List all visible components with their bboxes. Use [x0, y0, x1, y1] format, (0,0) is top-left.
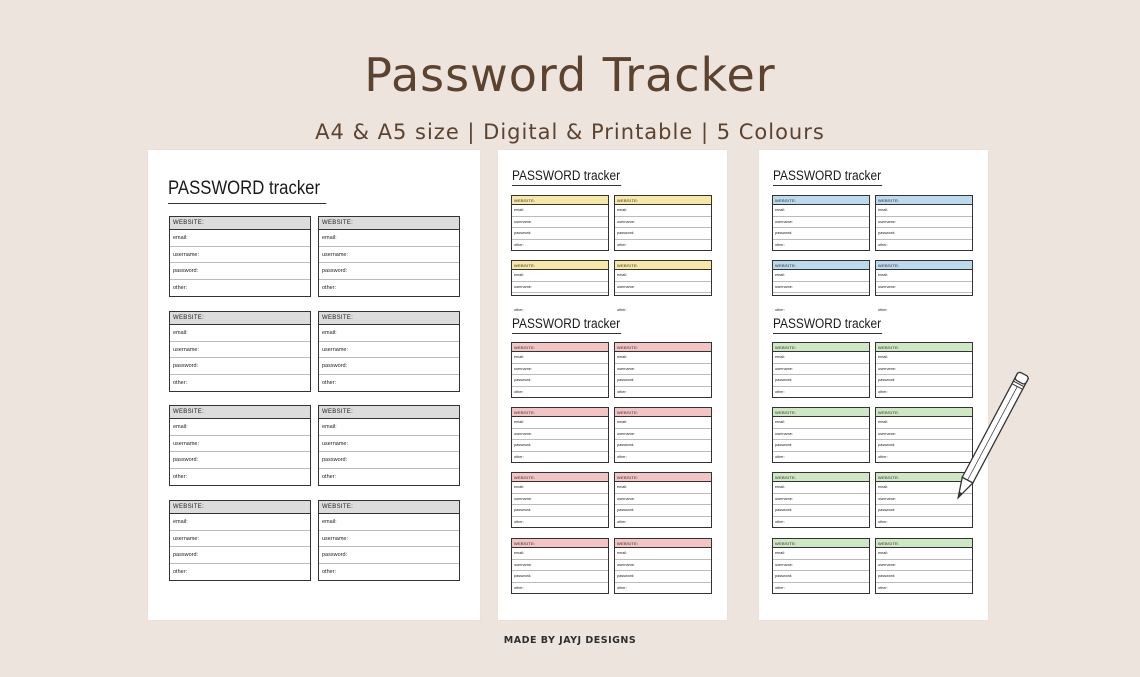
password-card	[614, 472, 712, 528]
field-row: email:	[773, 270, 869, 282]
field-row: other:	[514, 454, 524, 459]
field-row: other:	[775, 307, 785, 312]
password-card	[875, 195, 973, 251]
field-row: other:	[322, 568, 337, 575]
website-label: WEBSITE:	[876, 261, 972, 270]
field-row: other:	[878, 389, 888, 394]
field-row: password:	[876, 505, 972, 517]
field-row: username:	[512, 364, 608, 376]
password-card	[772, 538, 870, 594]
field-row: username:	[319, 342, 459, 359]
password-card	[511, 472, 609, 528]
field-row: username:	[615, 282, 711, 294]
field-row: password:	[615, 505, 711, 517]
field-row: password:	[319, 358, 459, 375]
website-label: WEBSITE:	[773, 408, 869, 417]
website-label: WEBSITE:	[170, 501, 310, 514]
field-row: other:	[617, 585, 627, 590]
field-row: username:	[876, 282, 972, 294]
field-row: other:	[775, 519, 785, 524]
field-row: password:	[876, 228, 972, 240]
field-row: username:	[876, 364, 972, 376]
field-row: username:	[170, 531, 310, 548]
password-card	[772, 342, 870, 398]
field-row: password:	[319, 263, 459, 280]
field-row: other:	[322, 379, 337, 386]
field-row: email:	[512, 417, 608, 429]
field-row: password:	[876, 571, 972, 583]
password-card	[169, 500, 311, 581]
field-row: email:	[876, 352, 972, 364]
pencil-icon	[950, 360, 1030, 520]
field-row: email:	[512, 352, 608, 364]
field-row: other:	[878, 519, 888, 524]
field-row: password:	[615, 440, 711, 452]
field-row: email:	[615, 352, 711, 364]
field-row: other:	[514, 389, 524, 394]
field-row: password:	[512, 440, 608, 452]
field-row: password:	[773, 571, 869, 583]
field-row: username:	[615, 429, 711, 441]
password-card	[169, 311, 311, 392]
field-row: password:	[876, 440, 972, 452]
website-label: WEBSITE:	[773, 473, 869, 482]
password-card	[772, 407, 870, 463]
website-label: WEBSITE:	[170, 312, 310, 325]
field-row: email:	[319, 419, 459, 436]
field-row: other:	[617, 454, 627, 459]
field-row: other:	[878, 454, 888, 459]
password-card	[614, 538, 712, 594]
field-row: password:	[773, 505, 869, 517]
website-label: WEBSITE:	[512, 261, 608, 270]
password-card	[169, 405, 311, 486]
website-label: WEBSITE:	[615, 473, 711, 482]
field-row: email:	[170, 419, 310, 436]
field-row: email:	[615, 482, 711, 494]
page-subtitle: A4 & A5 size | Digital & Printable | 5 Colours	[315, 120, 825, 144]
field-row: email:	[512, 548, 608, 560]
website-label: WEBSITE:	[615, 343, 711, 352]
field-row: other:	[775, 242, 785, 247]
website-label: WEBSITE:	[319, 217, 459, 230]
field-row: password:	[319, 452, 459, 469]
website-label: WEBSITE:	[512, 196, 608, 205]
sheet-header: PASSWORD tracker	[168, 178, 326, 204]
password-card	[318, 405, 460, 486]
field-row: username:	[615, 364, 711, 376]
field-row: other:	[514, 242, 524, 247]
password-card	[772, 260, 870, 312]
sheet-header: PASSWORD tracker	[773, 168, 882, 186]
website-label: WEBSITE:	[319, 406, 459, 419]
field-row: password:	[773, 375, 869, 387]
password-card	[318, 216, 460, 297]
field-row: other:	[173, 379, 188, 386]
sheet-header: PASSWORD tracker	[773, 316, 882, 334]
field-row: username:	[773, 364, 869, 376]
field-row: username:	[876, 217, 972, 229]
field-row: password:	[170, 547, 310, 564]
password-card	[511, 407, 609, 463]
field-row: email:	[773, 548, 869, 560]
field-row: email:	[876, 417, 972, 429]
password-card	[511, 538, 609, 594]
field-row: username:	[512, 560, 608, 572]
website-label: WEBSITE:	[512, 408, 608, 417]
website-label: WEBSITE:	[773, 343, 869, 352]
sheet-divider	[498, 296, 727, 306]
field-row: email:	[170, 514, 310, 531]
a5-sheets-yellow-pink	[498, 150, 727, 620]
field-row: password:	[170, 358, 310, 375]
field-row: password:	[512, 505, 608, 517]
field-row: email:	[876, 482, 972, 494]
website-label: WEBSITE:	[773, 539, 869, 548]
field-row: email:	[876, 205, 972, 217]
password-card	[511, 195, 609, 251]
password-card	[614, 342, 712, 398]
field-row: other:	[775, 389, 785, 394]
website-label: WEBSITE:	[876, 408, 972, 417]
field-row: password:	[876, 375, 972, 387]
field-row: email:	[773, 205, 869, 217]
field-row: email:	[512, 482, 608, 494]
password-card	[614, 195, 712, 251]
field-row: other:	[617, 519, 627, 524]
field-row: other:	[878, 242, 888, 247]
field-row: other:	[878, 307, 888, 312]
website-label: WEBSITE:	[512, 539, 608, 548]
field-row: email:	[615, 548, 711, 560]
field-row: other:	[617, 389, 627, 394]
field-row: other:	[617, 307, 627, 312]
field-row: username:	[319, 247, 459, 264]
field-row: username:	[170, 436, 310, 453]
sheet-header: PASSWORD tracker	[512, 316, 621, 334]
field-row: email:	[170, 325, 310, 342]
field-row: username:	[773, 217, 869, 229]
field-row: other:	[173, 284, 188, 291]
website-label: WEBSITE:	[773, 261, 869, 270]
sheet-divider	[759, 296, 988, 306]
field-row: username:	[615, 494, 711, 506]
field-row: username:	[773, 282, 869, 294]
password-card	[772, 472, 870, 528]
field-row: email:	[773, 352, 869, 364]
field-row: username:	[512, 494, 608, 506]
field-row: email:	[319, 514, 459, 531]
field-row: other:	[617, 242, 627, 247]
website-label: WEBSITE:	[170, 217, 310, 230]
field-row: email:	[876, 548, 972, 560]
field-row: password:	[615, 375, 711, 387]
field-row: password:	[170, 452, 310, 469]
field-row: password:	[512, 571, 608, 583]
website-label: WEBSITE:	[512, 473, 608, 482]
a4-sheet-grey	[148, 150, 480, 620]
field-row: username:	[319, 436, 459, 453]
password-card	[875, 260, 973, 312]
field-row: username:	[876, 429, 972, 441]
field-row: username:	[773, 560, 869, 572]
field-row: other:	[775, 454, 785, 459]
website-label: WEBSITE:	[876, 473, 972, 482]
field-row: email:	[615, 417, 711, 429]
field-row: username:	[170, 247, 310, 264]
field-row: email:	[319, 230, 459, 247]
password-card	[318, 311, 460, 392]
field-row: other:	[514, 519, 524, 524]
field-row: password:	[615, 571, 711, 583]
field-row: username:	[170, 342, 310, 359]
website-label: WEBSITE:	[319, 312, 459, 325]
field-row: email:	[170, 230, 310, 247]
field-row: email:	[615, 205, 711, 217]
field-row: password:	[773, 228, 869, 240]
website-label: WEBSITE:	[615, 539, 711, 548]
website-label: WEBSITE:	[512, 343, 608, 352]
field-row: password:	[773, 440, 869, 452]
sheet-header: PASSWORD tracker	[512, 168, 621, 186]
field-row: email:	[615, 270, 711, 282]
website-label: WEBSITE:	[773, 196, 869, 205]
field-row: username:	[773, 429, 869, 441]
field-row: other:	[173, 568, 188, 575]
website-label: WEBSITE:	[876, 196, 972, 205]
password-card	[511, 260, 609, 312]
field-row: email:	[512, 205, 608, 217]
field-row: other:	[514, 307, 524, 312]
password-card	[875, 538, 973, 594]
field-row: other:	[173, 473, 188, 480]
field-row: username:	[615, 217, 711, 229]
field-row: password:	[512, 375, 608, 387]
field-row: username:	[512, 282, 608, 294]
website-label: WEBSITE:	[876, 539, 972, 548]
password-card	[511, 342, 609, 398]
field-row: email:	[773, 482, 869, 494]
website-label: WEBSITE:	[319, 501, 459, 514]
field-row: password:	[512, 228, 608, 240]
field-row: password:	[615, 228, 711, 240]
password-card	[614, 407, 712, 463]
field-row: username:	[876, 560, 972, 572]
website-label: WEBSITE:	[170, 406, 310, 419]
page-title: Password Tracker	[364, 48, 776, 102]
password-card	[772, 195, 870, 251]
field-row: password:	[319, 547, 459, 564]
field-row: username:	[876, 494, 972, 506]
field-row: other:	[775, 585, 785, 590]
field-row: password:	[170, 263, 310, 280]
website-label: WEBSITE:	[615, 408, 711, 417]
field-row: username:	[512, 217, 608, 229]
password-card	[169, 216, 311, 297]
field-row: email:	[773, 417, 869, 429]
credit-footer: MADE BY JAYJ DESIGNS	[503, 635, 637, 646]
field-row: email:	[319, 325, 459, 342]
field-row: username:	[319, 531, 459, 548]
field-row: username:	[615, 560, 711, 572]
website-label: WEBSITE:	[876, 343, 972, 352]
field-row: other:	[322, 473, 337, 480]
field-row: email:	[512, 270, 608, 282]
field-row: other:	[878, 585, 888, 590]
field-row: email:	[876, 270, 972, 282]
password-card	[614, 260, 712, 312]
field-row: other:	[322, 284, 337, 291]
field-row: other:	[514, 585, 524, 590]
field-row: username:	[512, 429, 608, 441]
password-card	[318, 500, 460, 581]
field-row: username:	[773, 494, 869, 506]
website-label: WEBSITE:	[615, 196, 711, 205]
website-label: WEBSITE:	[615, 261, 711, 270]
